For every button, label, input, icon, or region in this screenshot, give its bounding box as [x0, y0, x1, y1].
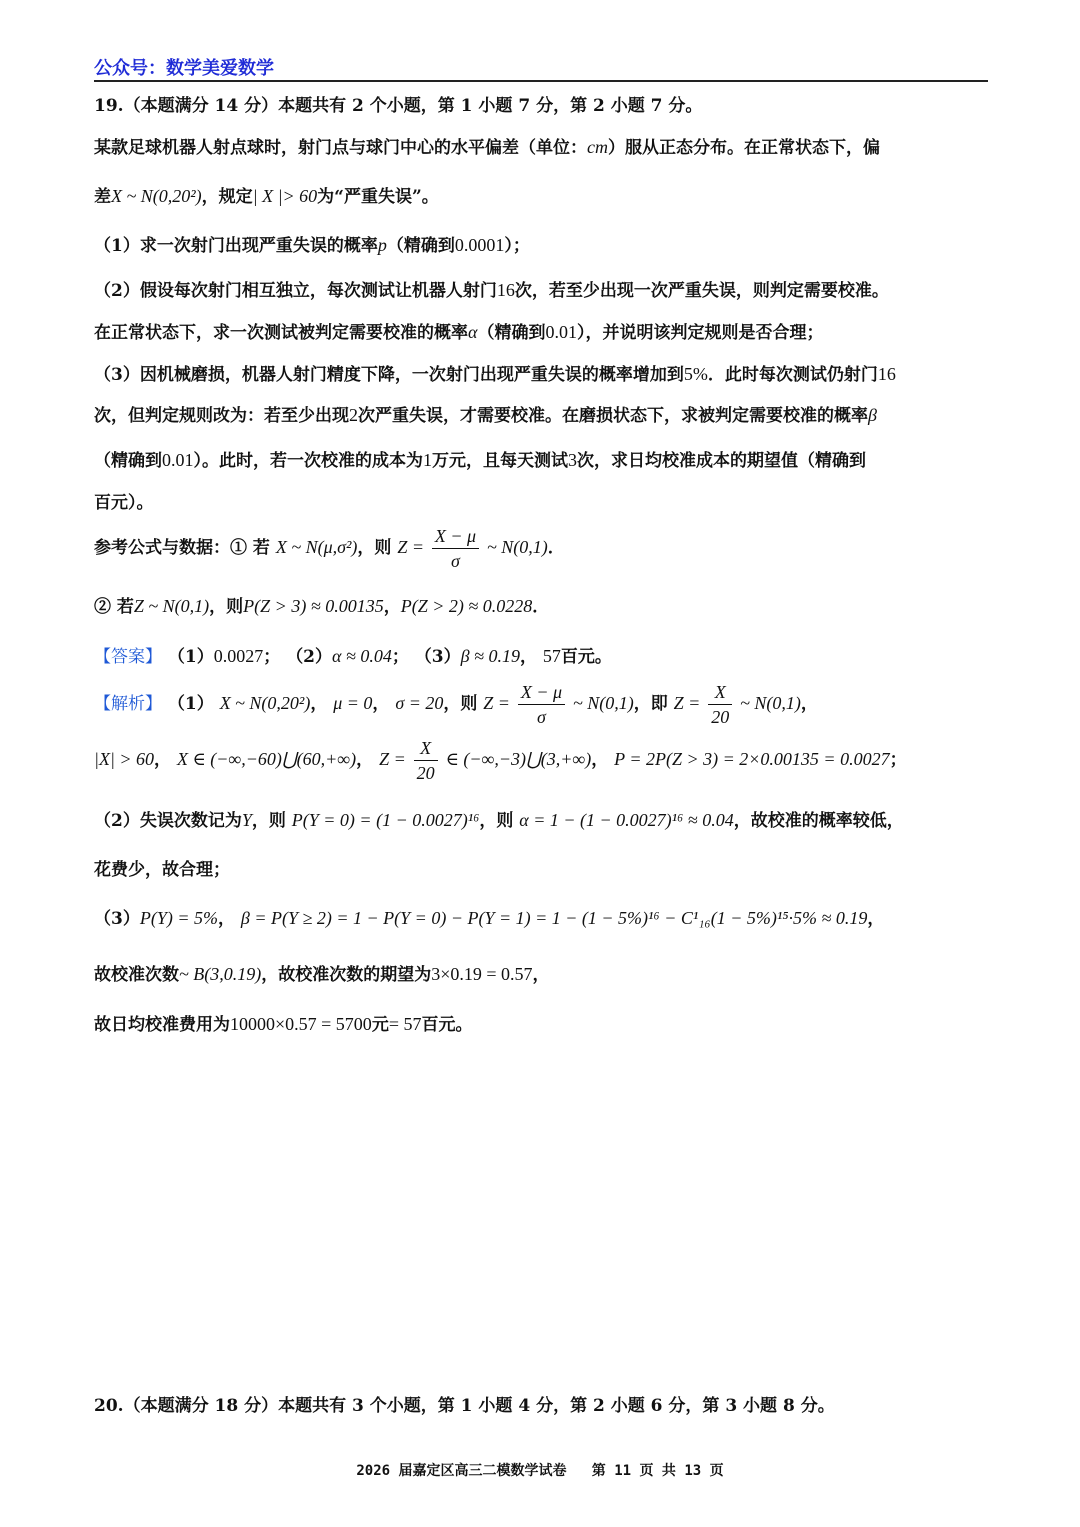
solution-part2-line2: 花费少，故合理；: [94, 860, 230, 880]
page-header: [94, 54, 988, 82]
reference-fraction: $\frac{X - \mu}{\sigma}$: [432, 524, 479, 573]
q19-stem-line1: 某款足球机器人射点球时，射门点与球门中心的水平偏差（单位：cm）服从正态分布。在正常状态下，偏: [94, 137, 880, 158]
q19-stem-line2: 差X ~ N(0,20²)，规定| X |> 60为“严重失误”。: [94, 186, 439, 207]
solution-fraction-2: $\frac{X}{20}$: [708, 680, 732, 729]
solution-tag: 【解析】: [94, 694, 162, 714]
answer-line: 【答案】 （1）0.0027； （2）α ≈ 0.04； （3）β ≈ 0.19， 57百元。: [94, 646, 612, 667]
q19-heading: 19.（本题满分 14 分）本题共有 2 个小题，第 1 小题 7 分，第 2 小题 7 分。: [94, 96, 703, 116]
q19-part1: （1）求一次射门出现严重失误的概率p（精确到0.0001）；: [94, 235, 530, 256]
q19-part2-line2: 在正常状态下，求一次测试被判定需要校准的概率α（精确到0.01），并说明该判定规则是否合理；: [94, 322, 824, 343]
q19-reference-data: ② 若Z ~ N(0,1)，则P(Z > 3) ≈ 0.00135，P(Z > 2) ≈ 0.0228．: [94, 596, 550, 617]
solution-part3-line1: （3）P(Y) = 5%， β = P(Y ≥ 2) = 1 − P(Y = 0) − P(Y = 1) = 1 − (1 − 5%)¹⁶ − C¹₁₆(1 − 5%)¹⁵·5% ≈ 0.19，: [94, 908, 885, 929]
solution-part1-line2: |X| > 60， X ∈ (−∞,−60)⋃(60,+∞)， Z = $\frac{X}{20}$ ∈ (−∞,−3)⋃(3,+∞)， P = 2P(Z > 3) = 2×0.00135 = 0.0027；: [94, 738, 907, 783]
page-footer: 2026 届嘉定区高三二模数学试卷 第 11 页 共 13 页: [356, 1463, 724, 1479]
solution-fraction-1: $\frac{X - \mu}{\sigma}$: [518, 680, 565, 729]
solution-part3-line2: 故校准次数~ B(3,0.19)，故校准次数的期望为3×0.19 = 0.57，: [94, 964, 550, 985]
solution-part2-line1: （2）失误次数记为Y，则 P(Y = 0) = (1 − 0.0027)¹⁶，则 α = 1 − (1 − 0.0027)¹⁶ ≈ 0.04，故校准的概率较低，: [94, 810, 904, 831]
header-title: 公众号：数学美爱数学: [94, 58, 274, 79]
q19-part3-line3: （精确到0.01）。此时，若一次校准的成本为1万元，且每天测试3次，求日均校准成本的期望值（精确到: [94, 450, 866, 471]
q19-part3-line1: （3）因机械磨损，机器人射门精度下降，一次射门出现严重失误的概率增加到5%．此时每次测试仍射门16: [94, 364, 896, 385]
q19-part3-line4: 百元）。: [94, 493, 154, 513]
q20-heading: 20.（本题满分 18 分）本题共有 3 个小题，第 1 小题 4 分，第 2 小题 6 分，第 3 小题 8 分。: [94, 1396, 835, 1416]
solution-part1-line1: 【解析】 （1） X ~ N(0,20²)， μ = 0， σ = 20，则 Z = $\frac{X - \mu}{\sigma}$ ~ N(0,1)，即 Z = $\frac{X}{20}$ ~ N(0,1)，: [94, 682, 818, 727]
solution-fraction-3: $\frac{X}{20}$: [414, 736, 438, 785]
q19-reference-formula: 参考公式与数据：① 若 X ~ N(μ,σ²)，则 Z = $\frac{X - \mu}{\sigma}$ ~ N(0,1)．: [94, 526, 565, 571]
answer-tag: 【答案】: [94, 647, 162, 667]
solution-part3-line3: 故日均校准费用为10000×0.57 = 5700元= 57百元。: [94, 1014, 473, 1035]
q19-part3-line2: 次，但判定规则改为：若至少出现2次严重失误，才需要校准。在磨损状态下，求被判定需要校准的概率β: [94, 405, 877, 426]
q19-part2-line1: （2）假设每次射门相互独立，每次测试让机器人射门16次，若至少出现一次严重失误，则判定需要校准。: [94, 280, 889, 301]
